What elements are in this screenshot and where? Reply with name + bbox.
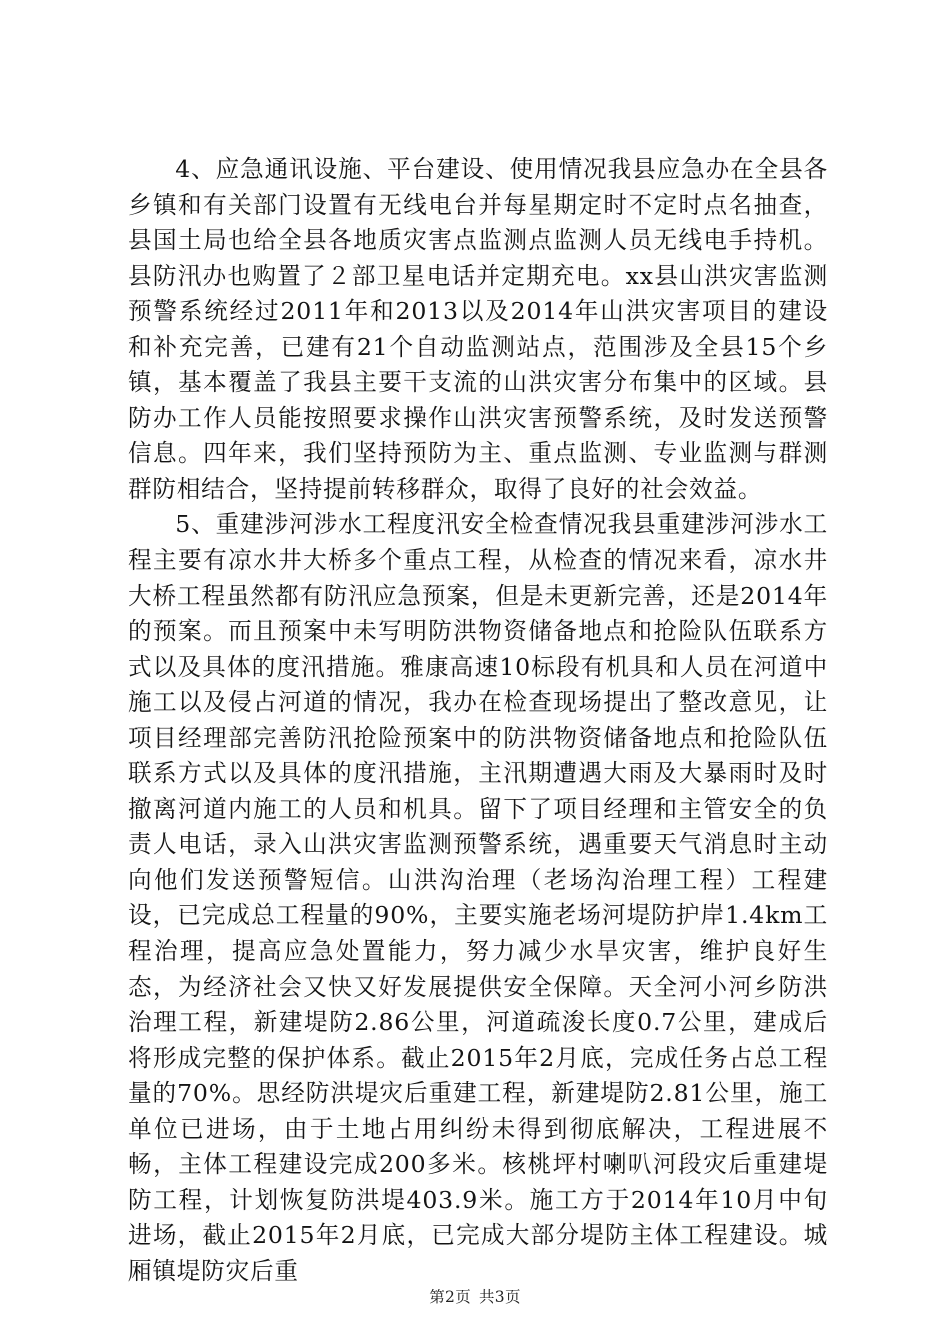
paragraph-reconstruction-inspection: 5、重建涉河涉水工程度汛安全检查情况我县重建涉河涉水工程主要有凉水井大桥多个重点工程，从检查的情况来看，凉水井大桥工程虽然都有防汛应急预案，但是未更新完善，还是2014年的预案。而且预案中未写明防洪物资储备地点和抢险队伍联系方式以及具体的度汛措施。雅康高速10标段有机具和人员在河道中施工以及侵占河道的情况，我办在检查现场提出了整改意见，让项目经理部完善防汛抢险预案中的防洪物资储备地点和抢险队伍联系方式以及具体的度汛措施，主汛期遭遇大雨及大暴雨时及时撤离河道内施工的人员和机具。留下了项目经理和主管安全的负责人电话，录入山洪灾害监测预警系统，遇重要天气消息时主动向他们发送预警短信。山洪沟治理（老场沟治理工程）工程建设，已完成总工程量的90%，主要实施老场河堤防护岸1.4km工程治理，提高应急处置能力，努力减少水旱灾害，维护良好生态，为经济社会又快又好发展提供安全保障。天全河小河乡防洪治理工程，新建堤防2.86公里，河道疏浚长度0.7公里，建成后将形成完整的保护体系。截止2015年2月底，完成任务占总工程量的70%。思经防洪堤灾后重建工程，新建堤防2.81公里，施工单位已进场，由于土地占用纠纷未得到彻底解决，工程进展不畅，主体工程建设完成200多米。核桃坪村喇叭河段灾后重建堤防工程，计划恢复防洪堤403.9米。施工方于2014年10月中旬进场，截止2015年2月底，已完成大部分堤防主体工程建设。城厢镇堤防灾后重: [128, 510, 828, 1285]
page-number: 第2页: [429, 1288, 471, 1306]
document-body: [128, 152, 828, 1290]
page-footer: [0, 1285, 950, 1307]
paragraph-emergency-communication: 4、应急通讯设施、平台建设、使用情况我县应急办在全县各乡镇和有关部门设置有无线电台并每星期定时不定时点名抽查，县国土局也给全县各地质灾害点监测点监测人员无线电手持机。县防汛办也购置了２部卫星电话并定期充电。xx县山洪灾害监测预警系统经过2011年和2013以及2014年山洪灾害项目的建设和补充完善，已建有21个自动监测站点，范围涉及全县15个乡镇，基本覆盖了我县主要干支流的山洪灾害分布集中的区域。县防办工作人员能按照要求操作山洪灾害预警系统，及时发送预警信息。四年来，我们坚持预防为主、重点监测、专业监测与群测群防相结合，坚持提前转移群众，取得了良好的社会效益。: [128, 155, 828, 503]
page-total: 共3页: [479, 1288, 521, 1306]
